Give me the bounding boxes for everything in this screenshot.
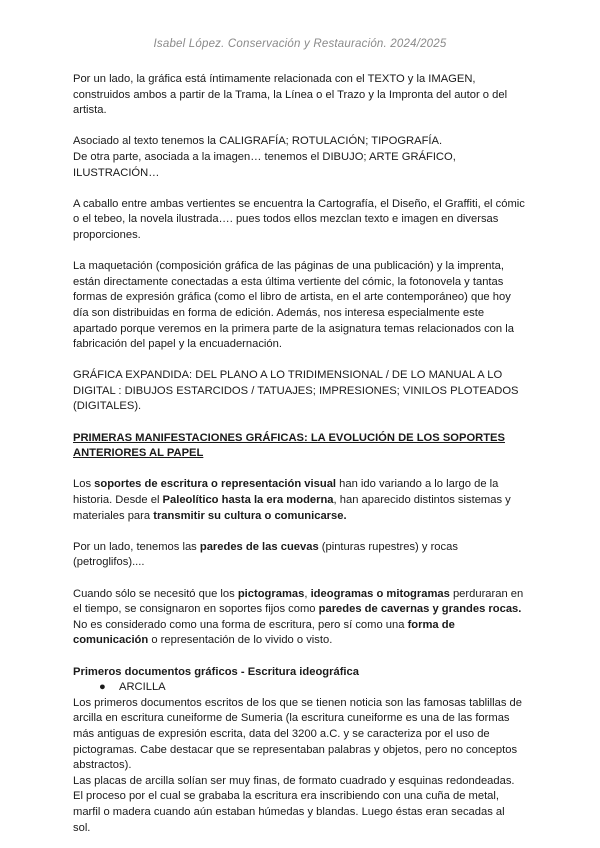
list-item (99, 680, 525, 696)
paragraph-pictogramas: Cuando sólo se necesitó que los pictogramas, ideogramas o mitogramas perduraran en el tiempo, se consignaron en soportes fijos como paredes de cavernas y grandes rocas. No es considerado como una forma de escritura, pero sí como una forma de comunicación o representación de lo vivido o visto. (73, 587, 524, 647)
paragraph-texto-imagen: Por un lado, la gráfica está íntimamente relacionada con el TEXTO y la IMAGEN, construidos ambos a partir de la Trama, la Línea o el Trazo y la Impronta del autor o del artista. (73, 73, 508, 117)
document-body (73, 72, 525, 836)
paragraph-cuevas: Por un lado, tenemos las paredes de las cuevas (pinturas rupestres) y rocas (petroglifos).... (73, 540, 458, 569)
paragraph-dibujo: De otra parte, asociada a la imagen… tenemos el DIBUJO; ARTE GRÁFICO, ILUSTRACIÓN… (73, 150, 456, 179)
paragraph-caligrafia: Asociado al texto tenemos la CALIGRAFÍA; ROTULACIÓN; TIPOGRAFÍA. (73, 135, 443, 148)
bullet-icon: ● (99, 681, 106, 694)
paragraph-maquetacion: La maquetación (composición gráfica de las páginas de una publicación) y la imprenta, están directamente conectadas a esta última vertiente del cómic, la fotonovela y tantas formas de expresión gráfica (como el libro de artista, en el arte contemporáneo) que hoy día son distribuidas en forma de edición. Además, nos interesa especialmente este apartado porque veremos en la primera parte de la asignatura temas relacionados con la fabricación del papel y la encuadernación. (73, 260, 514, 351)
paragraph-cartografia: A caballo entre ambas vertientes se encuentra la Cartografía, el Diseño, el Graffiti, el cómic o el tebeo, la novela ilustrada…. pues todos ellos mezclan texto e imagen en diversas proporciones. (73, 197, 525, 241)
paragraph-placas-arcilla: Las placas de arcilla solían ser muy finas, de formato cuadrado y esquinas redondeadas. El proceso por el cual se grababa la escritura era inscribiendo con una cuña de metal, marfil o madera cuando aún estaban húmedas y blandas. Luego éstas eran secadas al sol. (73, 774, 515, 834)
section-heading: PRIMERAS MANIFESTACIONES GRÁFICAS: LA EVOLUCIÓN DE LOS SOPORTES ANTERIORES AL PAPEL (73, 431, 505, 460)
page-header: Isabel López. Conservación y Restauración. 2024/2025 (153, 38, 447, 50)
paragraph-grafica-expandida: GRÁFICA EXPANDIDA: DEL PLANO A LO TRIDIMENSIONAL / DE LO MANUAL A LO DIGITAL : DIBUJOS ESTARCIDOS / TATUAJES; IMPRESIONES; VINILOS PLOTEADOS (DIGITALES). (73, 369, 519, 413)
paragraph-soportes: Los soportes de escritura o representación visual han ido variando a lo largo de la historia. Desde el Paleolítico hasta la era moderna, han aparecido distintos sistemas y materiales para transmitir su cultura o comunicarse. (73, 478, 511, 522)
paragraph-tablillas: Los primeros documentos escritos de los que se tienen noticia son las famosas tablillas de arcilla en escritura cuneiforme de Sumeria (la escritura cuneiforme es una de las formas más antiguas de expresión escrita, data del 3200 a.C. y se caracteriza por el uso de pictogramas. Cabe destacar que se representaban palabras y objetos, pero no conceptos abstractos). (73, 696, 522, 772)
subheading-escritura-ideografica: Primeros documentos gráficos - Escritura ideográfica (73, 665, 359, 678)
list-item-label: ARCILLA (119, 681, 166, 694)
